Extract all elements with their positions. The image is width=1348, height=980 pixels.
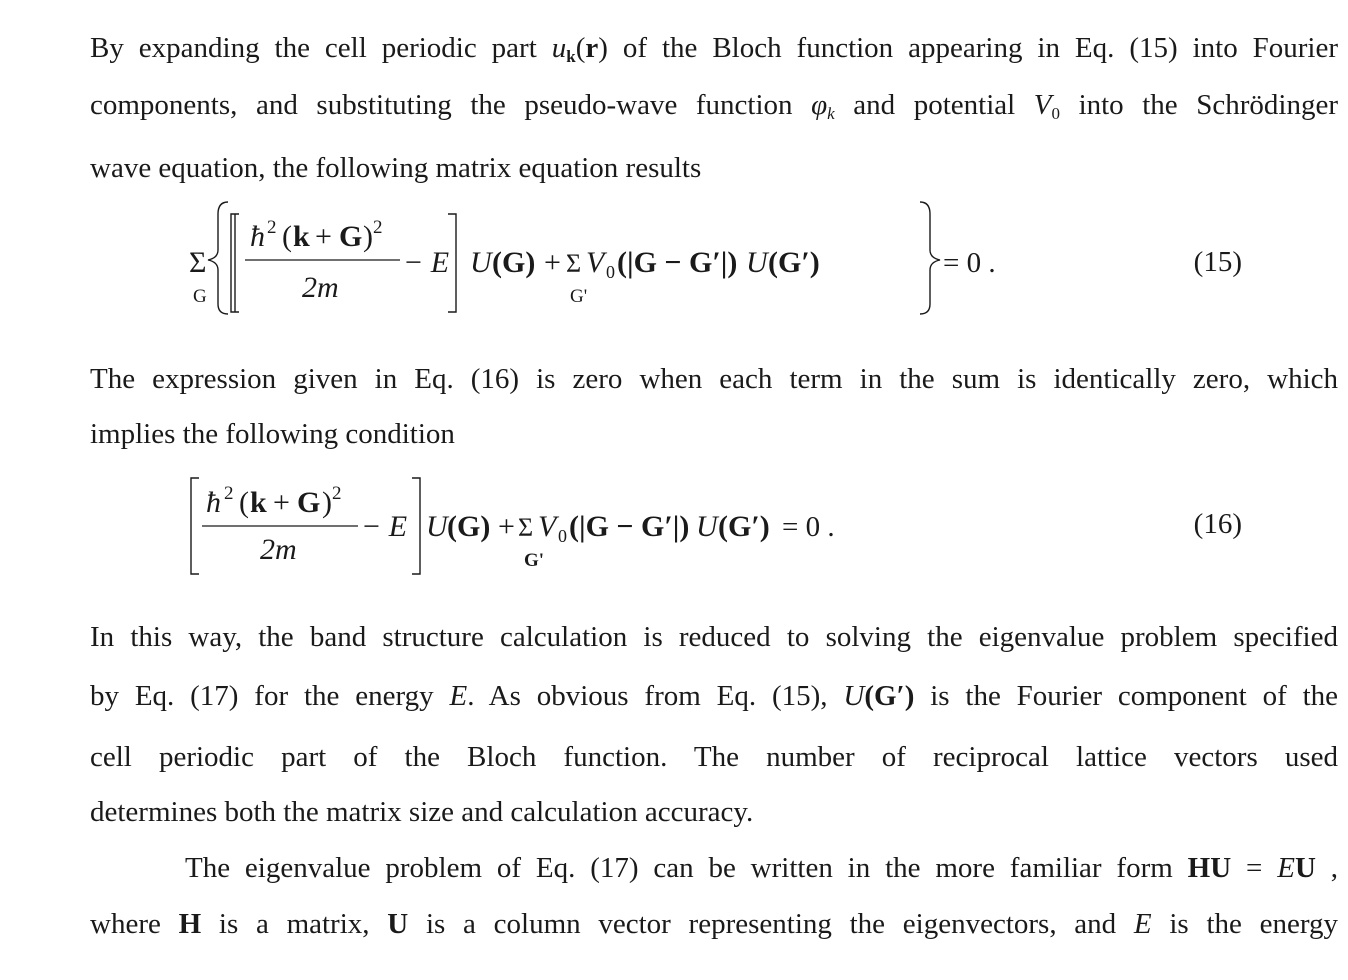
U-argument: (G) [447,510,491,543]
hbar: ħ [206,486,221,519]
V-zero: V [586,246,605,279]
close-paren: ) [363,220,373,253]
plus-sign: + [273,486,290,519]
paren-exponent: 2 [373,217,383,238]
paragraph-1-line-2: components, and substituting the pseudo-wave function $\varphi_k$ and potential $V_0$ into the Schrödinger [90,89,1338,123]
vector-k: k [250,486,267,519]
abs-argument: (|G − G′|) [569,510,690,543]
paragraph-3-line-3: cell periodic part of the Bloch function. The number of reciprocal lattice vectors used [90,741,1338,773]
plus-sign-2: + [544,246,561,279]
paragraph-3-line-2: by Eq. (17) for the energy E. As obvious from Eq. (15), U(G′) is the Fourier component of the [90,680,1339,712]
U-term-2: U [696,510,718,543]
open-paren: ( [282,220,292,253]
inner-sum-symbol: Σ [566,249,582,278]
paragraph-1-line-1: By expanding the cell periodic part $u_k(r)$ of the Bloch function appearing in Eq. (15) into Fourier [90,32,1339,66]
inner-sum-index: G' [570,286,588,307]
U-argument: (G) [492,246,536,279]
close-paren: ) [322,486,332,519]
plus-sign: + [315,220,332,253]
V-zero-subscript: 0 [558,526,567,546]
U-argument-2: (G′) [768,246,820,279]
denominator: 2m [302,271,339,304]
outer-sum-index: G [193,286,207,307]
hbar-exponent: 2 [224,483,234,504]
U-term: U [426,510,448,543]
equation-15 [90,196,1338,320]
paren-exponent: 2 [332,483,342,504]
denominator: 2m [260,533,297,566]
equation-15-number: (15) [1193,246,1242,278]
abs-argument: (|G − G′|) [617,246,738,279]
outer-sum-symbol: Σ [189,246,207,279]
hbar: ħ [250,220,265,253]
inner-sum-index: G' [524,550,545,571]
equation-16-formula [90,468,1338,580]
equation-15-formula [90,196,1338,320]
inner-sum-symbol: Σ [518,513,534,542]
right-brace [920,202,940,314]
U-argument-2: (G′) [718,510,770,543]
minus-E: − E [361,510,408,543]
vector-G: G [339,220,363,253]
equals-zero: = 0 . [782,511,835,543]
U-term: U [470,246,492,279]
paragraph-2-line-1: The expression given in Eq. (16) is zero when each term in the sum is identically zero, which [90,363,1338,395]
paragraph-4-line-2: where H is a matrix, U is a column vector representing the eigenvectors, and E is the energy [90,908,1338,940]
document-page [90,0,1338,980]
minus-E: − E [403,246,450,279]
left-bracket [191,478,199,574]
left-brace [208,202,228,314]
V-zero: V [538,510,557,543]
paragraph-4-line-1: The eigenvalue problem of Eq. (17) can be written in the more familiar form HU = EU , [185,852,1338,884]
plus-sign-2: + [498,510,515,543]
right-bracket [448,214,456,312]
equals-zero: = 0 . [943,247,996,279]
hbar-exponent: 2 [267,217,277,238]
paragraph-3-line-4: determines both the matrix size and calculation accuracy. [90,796,754,828]
paragraph-2-line-2: implies the following condition [90,418,455,450]
equation-16-number: (16) [1193,508,1242,540]
V-zero-subscript: 0 [606,262,615,282]
right-bracket [412,478,420,574]
open-paren: ( [239,486,249,519]
paragraph-3-line-1: In this way, the band structure calculation is reduced to solving the eigenvalue problem specified [90,621,1338,653]
vector-G: G [297,486,321,519]
paragraph-1-line-3: wave equation, the following matrix equation results [90,152,702,184]
U-term-2: U [746,246,768,279]
equation-16 [90,468,1338,580]
vector-k: k [293,220,310,253]
